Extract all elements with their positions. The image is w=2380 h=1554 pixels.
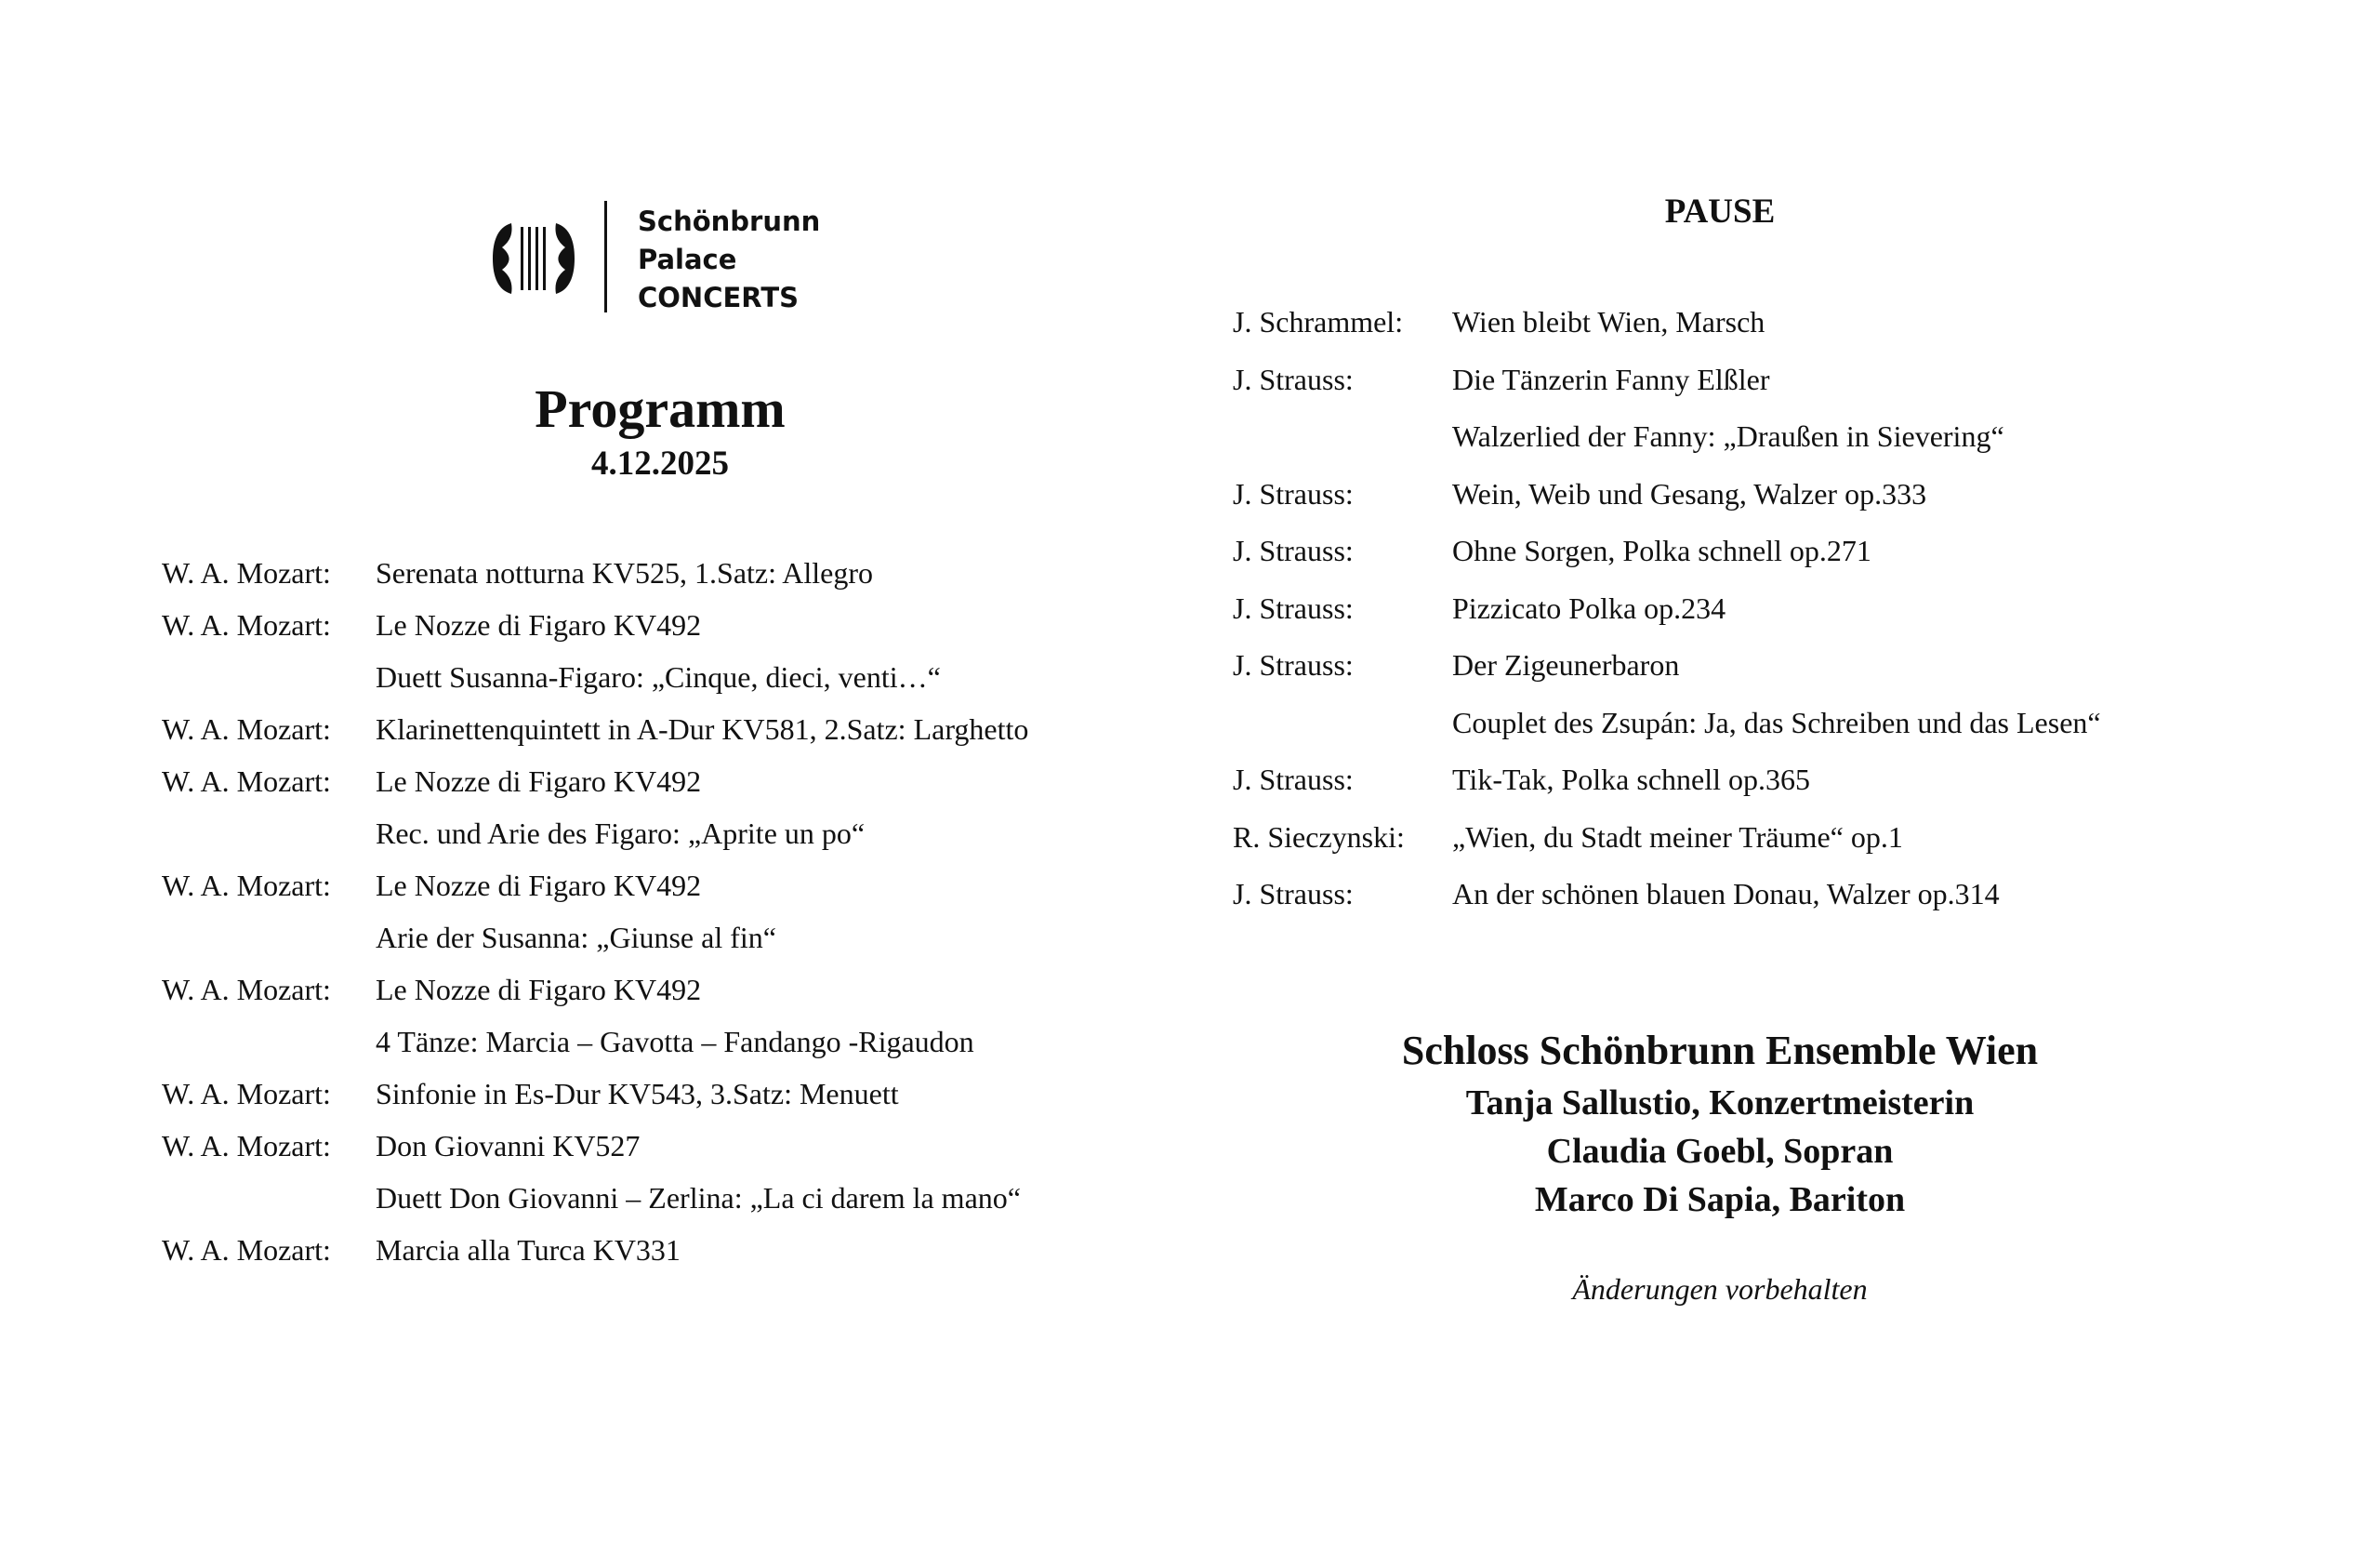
piece: Duett Don Giovanni – Zerlina: „La ci darem la mano“ [376,1181,1021,1215]
composer: W. A. Mozart: [162,1129,331,1162]
program-item [162,967,1138,1019]
composer: W. A. Mozart: [162,1077,331,1110]
composer: W. A. Mozart: [162,712,331,746]
logo [491,201,881,312]
composer: W. A. Mozart: [162,608,331,642]
composer: W. A. Mozart: [162,869,331,902]
logo-divider [604,201,607,312]
composer: J. Strauss: [1233,476,1354,511]
program-item [1233,528,2255,586]
piece: Marcia alla Turca KV331 [376,1233,681,1267]
program-item [1233,472,2255,529]
piece: Rec. und Arie des Figaro: „Aprite un po“ [376,817,866,850]
composer: W. A. Mozart: [162,973,331,1006]
logo-line-2: Palace [638,244,737,275]
composer: J. Strauss: [1233,591,1354,625]
piece: Le Nozze di Figaro KV492 [376,869,702,902]
program-item [1233,357,2255,415]
ensemble-name: Schloss Schönbrunn Ensemble Wien [1401,1028,2039,1073]
piece: Ohne Sorgen, Polka schnell op.271 [1452,534,1871,567]
program-item [162,811,1138,863]
composer: J. Strauss: [1233,648,1354,682]
piece: Arie der Susanna: „Giunse al fin“ [376,921,776,954]
piece: Le Nozze di Figaro KV492 [376,764,702,798]
piece: Wien bleibt Wien, Marsch [1452,305,1765,339]
composer: J. Strauss: [1233,362,1354,396]
program-item [162,603,1138,655]
piece: Le Nozze di Figaro KV492 [376,973,702,1006]
program-item [162,759,1138,811]
ensemble-member: Claudia Goebl, Sopran [1546,1132,1894,1171]
program-item [162,707,1138,759]
program-item [162,915,1138,967]
piece: Couplet des Zsupán: Ja, das Schreiben und das Lesen“ [1452,705,2101,739]
composer: J. Strauss: [1233,763,1354,796]
composer: J. Schrammel: [1233,305,1404,339]
program-item [162,1071,1138,1123]
piece: An der schönen blauen Donau, Walzer op.314 [1452,877,2000,910]
ensemble-member: Marco Di Sapia, Bariton [1534,1180,1906,1219]
piece: Der Zigeunerbaron [1452,648,1680,682]
program-item [1233,815,2255,872]
program-second-half [1233,299,2255,929]
piece: Don Giovanni KV527 [376,1129,641,1162]
piece: Serenata notturna KV525, 1.Satz: Allegro [376,556,873,590]
piece: Sinfonie in Es-Dur KV543, 3.Satz: Menuett [376,1077,899,1110]
piece: Walzerlied der Fanny: „Draußen in Sievering“ [1452,419,2004,453]
concert-date: 4.12.2025 [591,445,729,483]
piece: Wein, Weib und Gesang, Walzer op.333 [1452,476,1927,511]
page-title: Programm [535,379,786,439]
program-item [1233,414,2255,472]
ensemble-member: Tanja Sallustio, Konzertmeisterin [1465,1083,1975,1122]
piece: Die Tänzerin Fanny Elßler [1452,362,1770,396]
program-item [162,551,1138,603]
piece: Klarinettenquintett in A-Dur KV581, 2.Satz: Larghetto [376,712,1029,746]
composer: W. A. Mozart: [162,764,331,798]
composer: W. A. Mozart: [162,556,331,590]
piece: „Wien, du Stadt meiner Träume“ op.1 [1452,819,1903,854]
program-item [162,1019,1138,1071]
composer: R. Sieczynski: [1233,819,1405,854]
pause-heading: PAUSE [1664,193,1776,231]
program-item [1233,757,2255,815]
logo-wordmark [638,203,820,317]
program-item [162,1175,1138,1228]
violin-silhouette-icon [491,221,576,296]
composer: J. Strauss: [1233,877,1354,910]
ensemble-block [1255,1023,2185,1224]
program-item [162,1123,1138,1175]
logo-line-3: CONCERTS [638,282,799,313]
composer: W. A. Mozart: [162,1233,331,1267]
program-item [1233,700,2255,758]
program-item [1233,586,2255,644]
piece: Duett Susanna-Figaro: „Cinque, dieci, venti…“ [376,660,941,694]
piece: Pizzicato Polka op.234 [1452,591,1726,625]
logo-line-1: Schönbrunn [638,206,821,237]
program-item [162,863,1138,915]
program-item [1233,643,2255,700]
piece: Le Nozze di Figaro KV492 [376,608,702,642]
piece: 4 Tänze: Marcia – Gavotta – Fandango -Rigaudon [376,1025,974,1058]
program-item [162,655,1138,707]
changes-note: Änderungen vorbehalten [1572,1272,1868,1306]
program-item [162,1228,1138,1280]
program-item [1233,299,2255,357]
program-item [1233,871,2255,929]
piece: Tik-Tak, Polka schnell op.365 [1452,763,1811,796]
program-first-half [162,551,1138,1280]
composer: J. Strauss: [1233,534,1354,567]
